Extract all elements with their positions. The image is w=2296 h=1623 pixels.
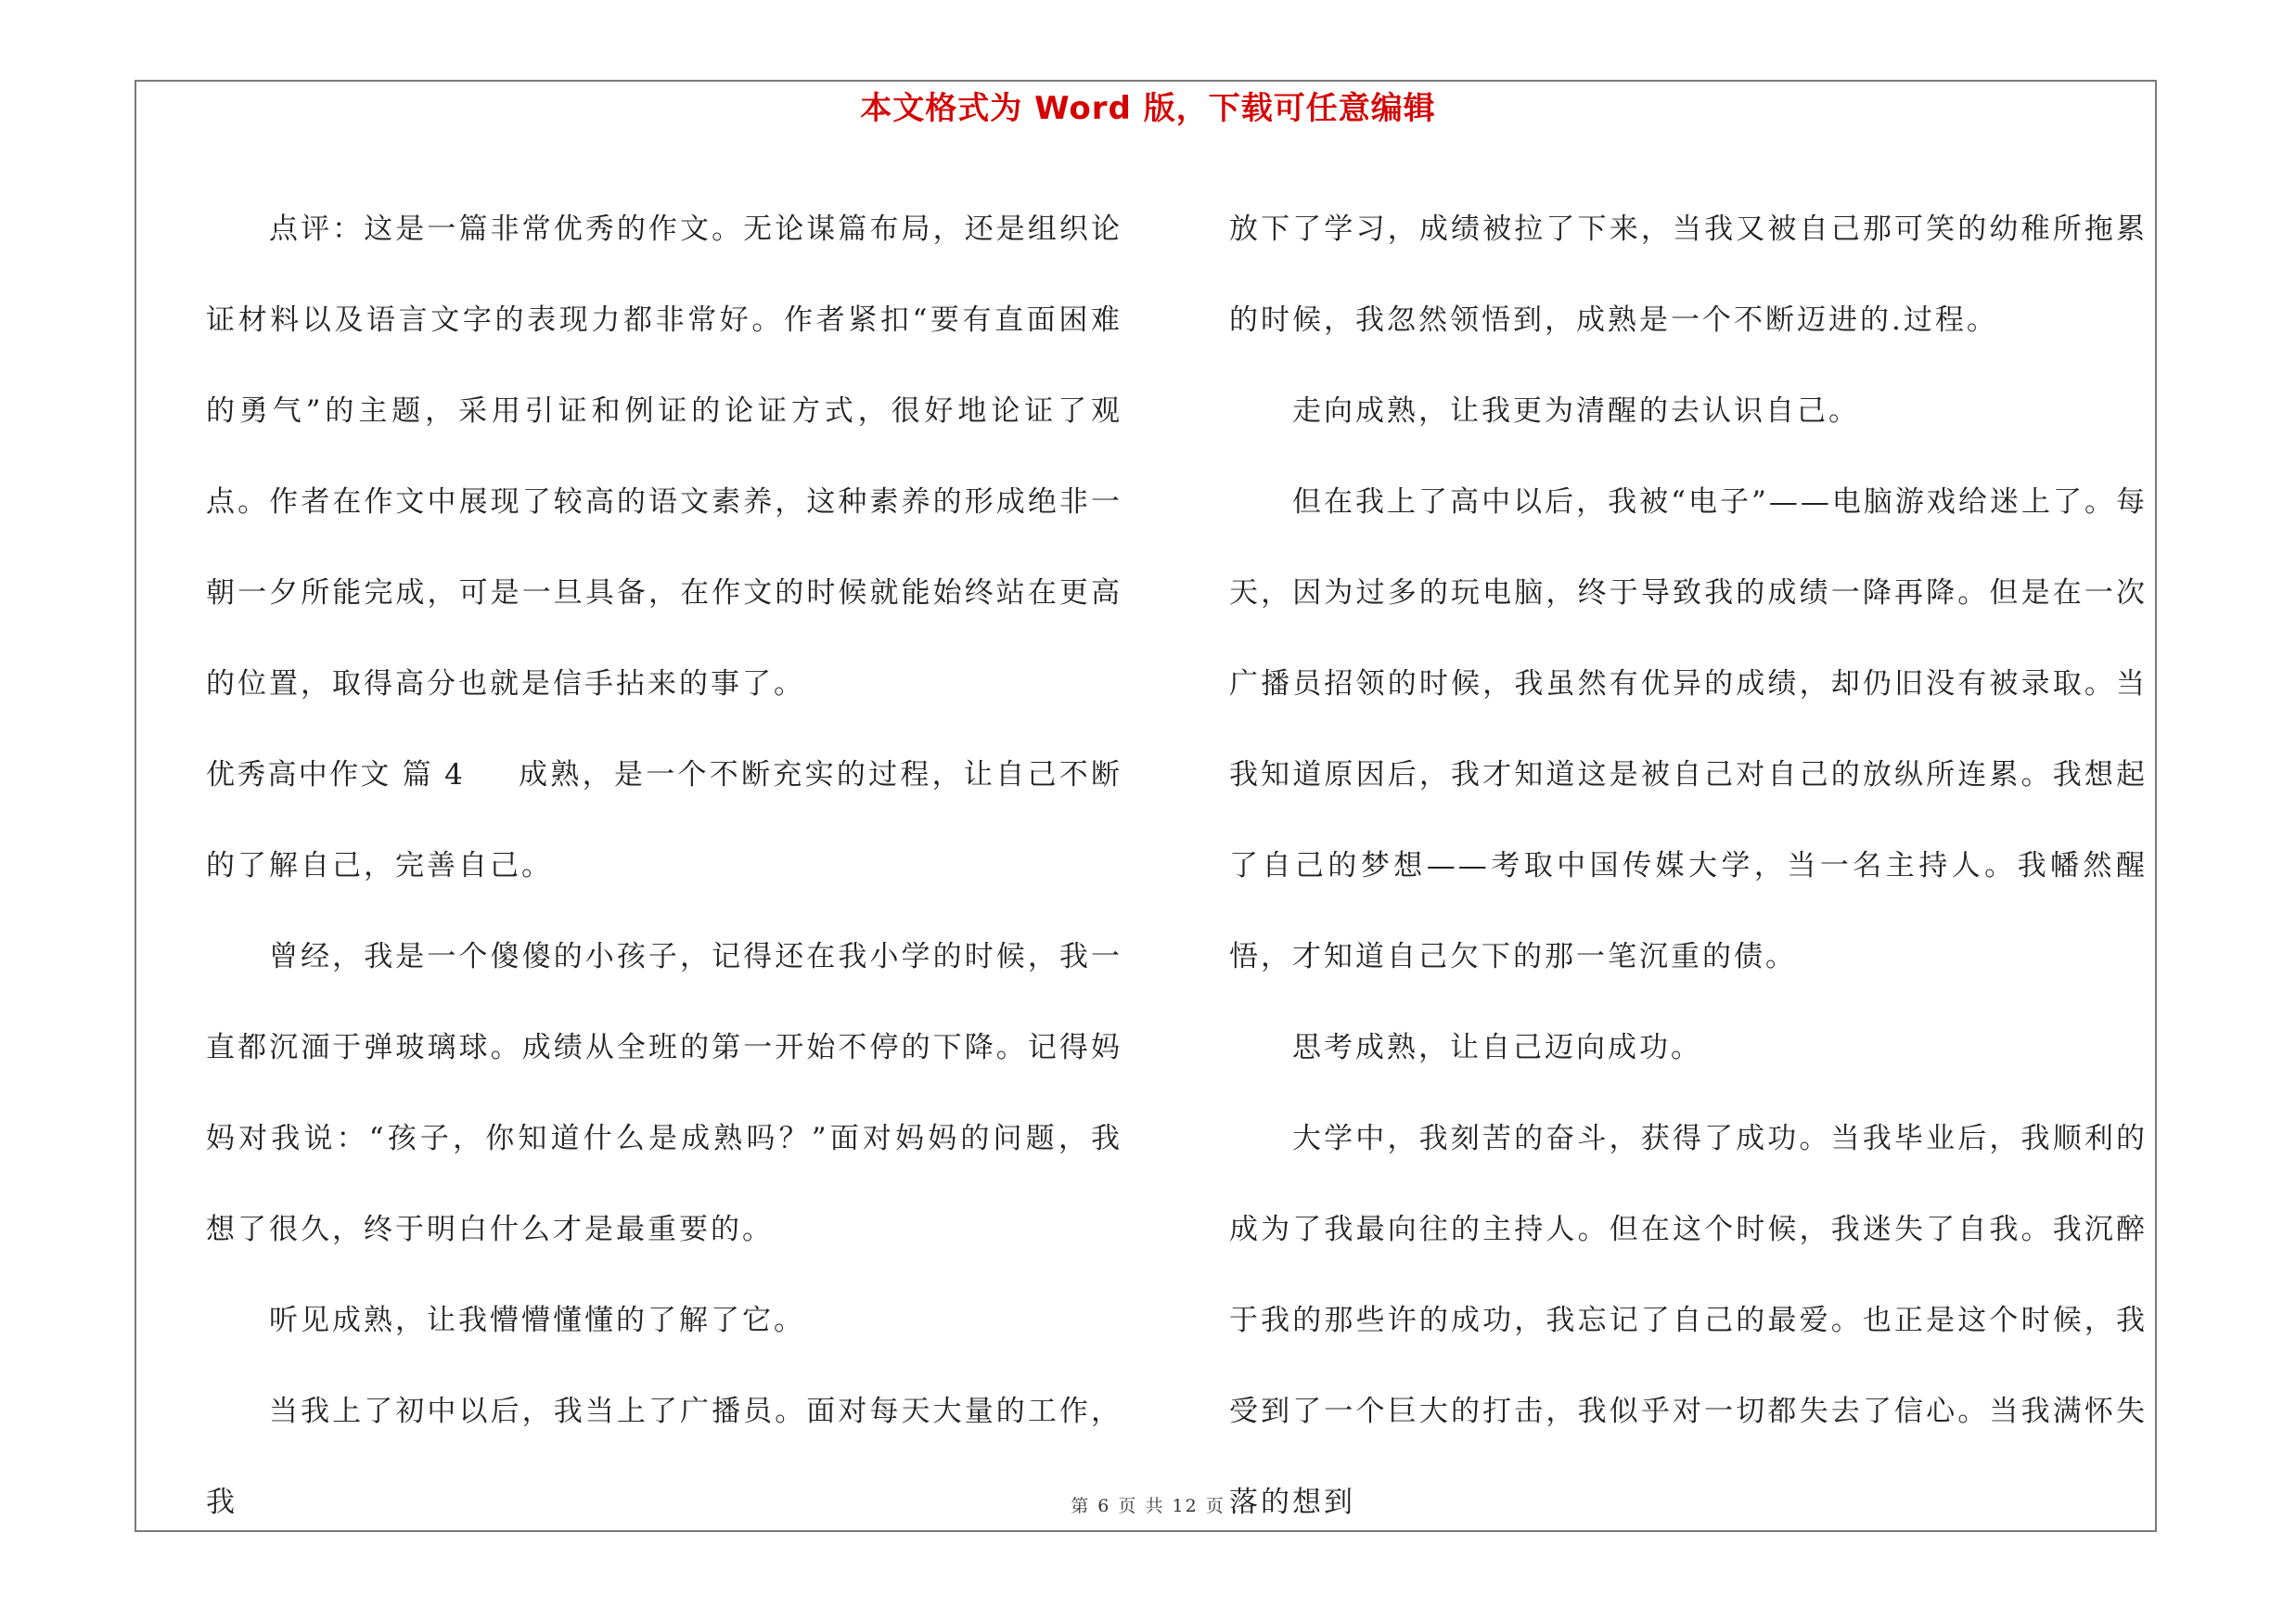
right-column <box>1229 184 2148 1548</box>
essay-paragraph: 走向成熟，让我更为清醒的去认识自己。 <box>1292 394 1860 428</box>
section-title: 优秀高中作文 篇 4 <box>206 758 465 792</box>
essay-paragraph: 当我上了初中以后，我当上了广播员。面对每天大量的工作，我 <box>206 1395 1122 1519</box>
essay-paragraph: 曾经，我是一个傻傻的小孩子，记得还在我小学的时候，我一直都沉湎于弹玻璃球。成绩从全班的第一开始不停的下降。记得妈妈对我说：“孩子，你知道什么是成熟吗？”面对妈妈的问题，我想了很久，终于明白什么才是最重要的。 <box>206 940 1122 1246</box>
page-number-footer: 第 6 页 共 12 页 <box>1071 1496 1225 1516</box>
intro-text: 成熟，是一个不断充实的过程，让自己不断的了解自己，完善自己。 <box>206 758 1123 882</box>
essay-paragraph: 但在我上了高中以后，我被“电子”——电脑游戏给迷上了。每天，因为过多的玩电脑，终于导致我的成绩一降再降。但是在一次广播员招领的时候，我虽然有优异的成绩，却仍旧没有被录取。当我知道原因后，我才知道这是被自己对自己的放纵所连累。我想起了自己的梦想——考取中国传媒大学，当一名主持人。我幡然醒悟，才知道自己欠下的那一笔沉重的债。 <box>1229 485 2148 973</box>
essay-paragraph: 听见成熟，让我懵懵懂懂的了解了它。 <box>269 1304 805 1337</box>
section-heading-paragraph <box>206 729 1122 911</box>
essay-paragraph: 大学中，我刻苦的奋斗，获得了成功。当我毕业后，我顺利的成为了我最向往的主持人。但在这个时候，我迷失了自我。我沉醉于我的那些许的成功，我忘记了自己的最爱。也正是这个时候，我受到了一个巨大的打击，我似乎对一切都失去了信心。当我满怀失落的想到 <box>1229 1122 2148 1519</box>
review-paragraph: 点评：这是一篇非常优秀的作文。无论谋篇布局，还是组织论证材料以及语言文字的表现力都非常好。作者紧扣“要有直面困难的勇气”的主题，采用引证和例证的论证方式，很好地论证了观点。作者在作文中展现了较高的语文素养，这种素养的形成绝非一朝一夕所能完成，可是一旦具备，在作文的时候就能始终站在更高的位置，取得高分也就是信手拈来的事了。 <box>206 213 1122 701</box>
left-column <box>206 184 1122 1548</box>
essay-paragraph-continued: 放下了学习，成绩被拉了下来，当我又被自己那可笑的幼稚所拖累的时候，我忽然领悟到，成熟是一个不断迈进的.过程。 <box>1229 213 2148 337</box>
format-banner: 本文格式为 Word 版，下载可任意编辑 <box>860 90 1436 127</box>
essay-paragraph: 思考成熟，让自己迈向成功。 <box>1292 1031 1702 1064</box>
